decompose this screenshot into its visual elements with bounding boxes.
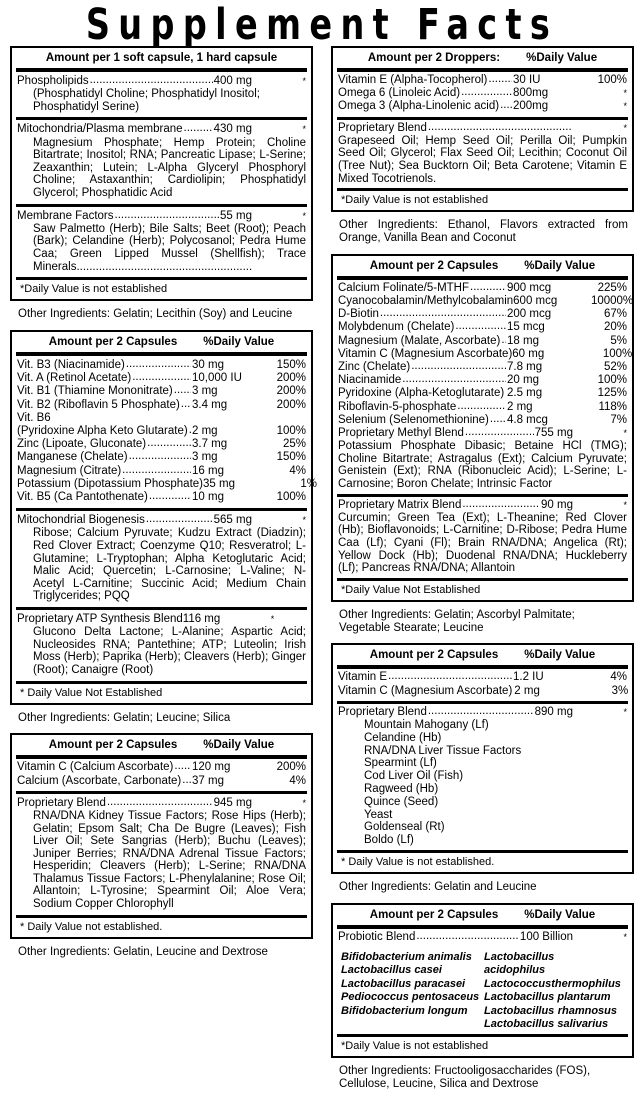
nutrient-name: Vit. B3 (Niacinamide) xyxy=(17,358,125,371)
blend-item: Mountain Mahogany (Lf) xyxy=(364,718,489,731)
leader-dots xyxy=(107,796,213,809)
leader-dots xyxy=(90,74,213,87)
panel-footnote: * Daily Value is not established. xyxy=(341,855,495,868)
daily-value: 4% xyxy=(289,774,306,787)
leader-dots xyxy=(129,450,191,463)
blend-item: RNA/DNA Liver Tissue Factors xyxy=(364,744,522,757)
panel-header-right: %Daily Value xyxy=(203,335,275,348)
blend-row xyxy=(17,613,306,626)
nutrient-amount: 120 mg xyxy=(192,761,231,774)
daily-value: 7% xyxy=(610,413,627,426)
nutrient-row xyxy=(338,321,627,334)
blend-name: Proprietary Matrix Blend xyxy=(338,498,462,511)
daily-value: 200% xyxy=(276,761,306,774)
blend-group xyxy=(12,610,311,681)
leader-dots xyxy=(174,760,191,773)
nutrient-amount: 800mg xyxy=(513,87,549,100)
nutrient-amount: 1.2 IU xyxy=(513,671,544,684)
panel-header xyxy=(333,905,632,925)
leader-dots xyxy=(184,122,213,135)
panel-header xyxy=(12,735,311,755)
strain-name: Bifidobacterium animalis xyxy=(341,950,472,963)
daily-value: * xyxy=(623,931,627,942)
nutrient-name: Selenium (Selenomethionine) xyxy=(338,413,489,426)
leader-dots xyxy=(147,437,191,450)
nutrient-amount: 30 mg xyxy=(192,358,224,371)
strain-name xyxy=(484,978,627,991)
blend-amount: 755 mg xyxy=(534,427,573,440)
nutrient-name: D-Biotin xyxy=(338,308,379,321)
left-column xyxy=(10,46,317,967)
nutrient-amount: 10,000 IU xyxy=(192,372,242,385)
nutrient-name: Zinc (Lipoate, Gluconate) xyxy=(17,438,147,451)
blend-name: Proprietary Blend xyxy=(338,705,427,718)
strain-column-left xyxy=(341,951,484,1031)
daily-value: 118% xyxy=(598,400,627,413)
daily-value: 3% xyxy=(611,684,629,697)
blend-amount: 565 mg xyxy=(213,514,252,527)
daily-value: 4% xyxy=(289,464,306,477)
other-ingredients: Other Ingredients: Gelatin and Leucine xyxy=(339,880,537,893)
blend-item: Spearmint (Lf) xyxy=(364,757,437,770)
leader-dots xyxy=(470,281,506,294)
nutrient-amount: 20 mg xyxy=(507,374,539,387)
ingredient-amount: 430 mg xyxy=(213,123,252,136)
blend-ingredients: Ribose; Calcium Pyruvate; Kudzu Extract (Diadzin); Red Clover Extract; Coenzyme Q10; Resveratrol; L-Glutamine; L-Tryptophan; Alpha Ketoglutaric Acid; Malic Acid; Quercetin; L-Carnosine; L-Valine; N-Acetyl L-Carnitine; Succinic Acid; Medium Chain Triglycerides; PQQ xyxy=(33,527,306,603)
daily-value: 52% xyxy=(603,361,627,373)
nutrient-row xyxy=(338,87,627,100)
nutrient-row xyxy=(338,374,627,387)
ingredient-group xyxy=(12,207,311,278)
blend-row xyxy=(17,797,306,810)
nutrient-name: Vitamin C (Magnesium Ascorbate) xyxy=(338,347,513,360)
nutrient-row xyxy=(338,671,627,684)
blend-row xyxy=(17,514,306,527)
daily-value: 4% xyxy=(610,671,627,684)
nutrient-name: Pyridoxine (Alpha-Ketoglutarate) xyxy=(338,387,505,400)
panel-header-right: %Daily Value xyxy=(203,739,275,752)
ingredient-row xyxy=(17,210,306,223)
panel-footnote: * Daily Value not established. xyxy=(20,920,163,933)
nutrient-amount: 2 mg xyxy=(507,400,533,413)
other-ingredients: Other Ingredients: Gelatin, Leucine and Dextrose xyxy=(18,945,268,958)
blend-amount: 116 mg xyxy=(182,612,221,625)
blend-name: Proprietary Blend xyxy=(338,121,427,134)
panel-header-left: Amount per 2 Capsules xyxy=(369,908,499,921)
ingredient-amount: 400 mg xyxy=(213,75,252,87)
leader-dots xyxy=(500,99,512,112)
panel-liver-blend xyxy=(331,643,634,874)
daily-value: * xyxy=(623,101,627,112)
leader-dots xyxy=(126,358,191,371)
other-ingredients: Other Ingredients: Gelatin; Lecithin (Soy) and Leucine xyxy=(18,308,293,321)
leader-dots xyxy=(428,705,534,718)
leader-dots xyxy=(505,386,506,399)
daily-value: 100% xyxy=(597,74,627,86)
panel-footnote: *Daily Value is not established xyxy=(341,1040,489,1053)
daily-value: 150% xyxy=(276,358,306,371)
nutrient-name: (Pyridoxine Alpha Keto Glutarate) xyxy=(17,424,188,437)
nutrient-amount: 16 mg xyxy=(192,464,224,477)
blend-item: Goldenseal (Rt) xyxy=(364,821,445,834)
nutrient-name: Vitamin E (Alpha-Tocopherol) xyxy=(338,74,488,86)
nutrient-amount: 60 mg xyxy=(512,347,545,360)
panel-header-left: Amount per 2 Droppers: xyxy=(367,52,501,64)
daily-value: 100% xyxy=(597,374,627,387)
blend-ingredients: Glucono Delta Lactone; L-Alanine; Aspartic Acid; Nucleosides RNA; Pantethine; ATP; Luteolin; Irish Moss (Herb); Paprika (Herb); Cleavers (Herb); Ginger (Root); Canaigre (Root) xyxy=(33,626,306,676)
daily-value: * xyxy=(270,613,275,624)
nutrient-row xyxy=(17,399,306,412)
nutrient-row xyxy=(17,775,306,788)
daily-value: 1% xyxy=(300,477,317,490)
blend-ingredients: Grapeseed Oil; Hemp Seed Oil; Perilla Oil; Pumpkin Seed Oil; Glycerol; Flax Seed Oil; Lecithin; Coconut Oil (Tree Nut); Sea Bucktorn Oil; Beta Carotene; Vitamin E Mixed Tocotrienols. xyxy=(338,134,627,185)
daily-value: 5% xyxy=(610,334,627,347)
ingredient-group xyxy=(12,120,311,203)
blend-item: Yeast xyxy=(364,808,393,821)
nutrient-row xyxy=(338,685,627,698)
blend-item-list xyxy=(338,719,627,847)
nutrient-name: Magnesium (Malate, Ascorbate) xyxy=(338,334,501,347)
daily-value: * xyxy=(302,76,306,86)
blend-row xyxy=(338,931,627,944)
nutrient-amount: 600 mcg xyxy=(513,294,558,307)
nutrient-amount: 37 mg xyxy=(192,774,224,787)
nutrient-table xyxy=(12,356,317,508)
strain-name: Lactobacillus plantarum xyxy=(484,991,611,1004)
leader-dots xyxy=(461,86,512,99)
panel-header-right: %Daily Value xyxy=(524,649,596,662)
blend-item: Cod Liver Oil (Fish) xyxy=(364,770,464,783)
nutrient-amount: 3.7 mg xyxy=(192,438,228,451)
blend-item: Celandine (Hb) xyxy=(364,731,442,744)
nutrient-name: Vit. B1 (Thiamine Mononitrate) xyxy=(17,385,173,398)
panel-footnote: *Daily Value Not Established xyxy=(341,583,481,596)
blend-row xyxy=(338,122,627,135)
nutrient-amount: 18 mg xyxy=(507,334,539,347)
daily-value: * xyxy=(302,797,306,808)
nutrient-name: Vit. B5 (Ca Pantothenate) xyxy=(17,490,148,503)
other-ingredients: Other Ingredients: Gelatin; Ascorbyl Palmitate; Vegetable Stearate; Leucine xyxy=(339,608,575,634)
daily-value: * xyxy=(302,210,306,221)
nutrient-amount: 200mg xyxy=(513,100,549,113)
panel-mitochondrial xyxy=(10,330,317,705)
nutrient-table xyxy=(333,72,632,117)
nutrient-name: Potassium (Dipotassium Phosphate) xyxy=(17,477,203,490)
nutrient-name: Zinc (Chelate) xyxy=(338,361,411,373)
nutrient-amount: 15 mcg xyxy=(507,321,545,334)
daily-value: * xyxy=(623,122,627,133)
blend-row xyxy=(338,427,627,440)
nutrient-name: Omega 6 (Linoleic Acid) xyxy=(338,87,461,100)
nutrient-name: Niacinamide xyxy=(338,374,402,387)
ingredient-amount: 55 mg xyxy=(220,209,252,222)
blend-ingredients: Potassium Phosphate Dibasic; Betaine HCl (TMG); Choline Bitartrate; Astragalus (Ext); Calcium Pyruvate; Genistein (Ext); RNA (Ribonucleic Acid); L-Serine; L-Carnosine; Boron Chelate; Intrinsic Factor xyxy=(338,440,627,490)
leader-dots xyxy=(455,320,506,333)
nutrient-row xyxy=(17,761,306,774)
leader-dots xyxy=(189,424,191,437)
ingredient-row xyxy=(17,75,306,88)
probiotic-strain-list xyxy=(333,947,632,1034)
daily-value: 200% xyxy=(276,398,306,411)
nutrient-row xyxy=(338,100,627,113)
leader-dots xyxy=(146,513,213,526)
blend-ingredients: RNA/DNA Kidney Tissue Factors; Rose Hips (Herb); Gelatin; Epsom Salt; Cha De Bugre (Leaves); Fish Liver Oil; Sete Sangrias (Herb); Buchu (Leaves); Juniper Berries; RNA/DNA Adrenal Tissue Factors; Hesperidin; Cleavers (Herb); L-Serine; RNA/DNA Thalamus Tissue Factors; L-Phenylalanine; Rose Oil; Allantoin; L-Tyrosine; Spearmint Oil; Aloe Vera; Sodium Copper Chlorophyll xyxy=(33,809,306,911)
blend-name: Proprietary Blend xyxy=(17,796,106,809)
nutrient-name: Molybdenum (Chelate) xyxy=(338,321,455,334)
daily-value: * xyxy=(623,706,627,717)
panel-probiotic xyxy=(331,903,634,1059)
nutrient-name: Vit. B6 xyxy=(17,411,51,424)
nutrient-name: Vit. A (Retinol Acetate) xyxy=(17,372,132,385)
blend-name: Proprietary ATP Synthesis Blend xyxy=(17,612,183,625)
leader-dots xyxy=(149,490,191,503)
nutrient-amount: 900 mcg xyxy=(507,281,552,294)
leader-dots xyxy=(462,498,540,511)
daily-value: 67% xyxy=(603,308,627,321)
nutrient-amount: 35 mg xyxy=(203,477,235,490)
leader-dots xyxy=(465,426,534,439)
daily-value: 25% xyxy=(282,438,306,451)
daily-value: 100% xyxy=(602,347,633,360)
nutrient-amount: 2 mg xyxy=(192,424,218,437)
daily-value: 20% xyxy=(603,321,627,334)
nutrient-name: Calcium Folinate/5-MTHF xyxy=(338,281,469,294)
ingredient-sublist: Saw Palmetto (Herb); Bile Salts; Beet (Root); Peach (Bark); Celandine (Herb); Polycosanol; Pedra Hume Caa; Green Lipped Mussel (Shellfish); Trace Minerals....................................................... xyxy=(33,222,306,273)
panels-container xyxy=(0,46,644,1100)
nutrient-amount: 3 mg xyxy=(192,451,218,464)
ingredient-group xyxy=(12,72,311,117)
strain-name: Lactobacillus casei xyxy=(341,964,442,977)
nutrient-name: Cyanocobalamin/Methylcobalamin xyxy=(338,294,514,307)
daily-value: 100% xyxy=(276,490,306,503)
leader-dots xyxy=(122,464,191,477)
panel-droppers xyxy=(331,46,634,212)
nutrient-amount: 200 mcg xyxy=(507,308,552,321)
nutrient-row xyxy=(338,401,627,414)
leader-dots xyxy=(411,360,506,373)
nutrient-name: Vitamin E xyxy=(338,671,388,684)
leader-dots xyxy=(174,384,191,397)
nutrient-row xyxy=(17,412,306,425)
leader-dots xyxy=(181,398,191,411)
daily-value: * xyxy=(623,499,627,510)
strain-column-right xyxy=(484,951,627,1031)
panel-header xyxy=(333,645,632,665)
leader-dots xyxy=(115,209,220,222)
blend-amount: 90 mg xyxy=(541,498,573,511)
nutrient-row xyxy=(17,372,306,385)
blend-name: Mitochondrial Biogenesis xyxy=(17,514,145,527)
other-ingredients: Other Ingredients: Fructooligosaccharides (FOS), Cellulose, Leucine, Silica and Dextrose xyxy=(339,1065,591,1091)
nutrient-amount: 3 mg xyxy=(192,385,218,398)
nutrient-amount: 30 IU xyxy=(513,74,541,86)
nutrient-name: Calcium (Ascorbate, Carbonate) xyxy=(17,774,182,787)
ingredient-row xyxy=(17,123,306,136)
panel-header xyxy=(12,332,311,352)
strain-genus: Lactobacillus xyxy=(484,1004,555,1017)
nutrient-amount: 2.5 mg xyxy=(507,387,543,400)
blend-amount: 945 mg xyxy=(213,796,252,809)
nutrient-row xyxy=(17,465,306,478)
blend-ingredients: Curcumin; Green Tea (Ext); L-Theanine; Red Clover (Hb); Bioflavonoids; L-Carnitine; D-Ribose; Pedra Hume Caa (Lf); Cyani (Fl); Brain RNA/DNA; Angelica (Rt); Yellow Dock (Hb); Duodenal RNA/DNA; Huckleberry (Lf); Pancreas RNA/DNA; Allantoin xyxy=(338,511,627,575)
panel-footnote: * Daily Value Not Established xyxy=(20,686,163,699)
leader-dots xyxy=(488,73,512,86)
nutrient-name: Vitamin C (Magnesium Ascorbate) xyxy=(338,684,513,697)
daily-value: 225% xyxy=(597,281,627,294)
strain-genus: Lactococcus xyxy=(484,977,552,990)
blend-name: Proprietary Methyl Blend xyxy=(338,427,464,440)
blend-row xyxy=(338,706,627,719)
nutrient-name: Manganese (Chelate) xyxy=(17,451,128,464)
panel-header-right: %Daily Value xyxy=(524,259,596,272)
nutrient-amount: 3.4 mg xyxy=(192,398,228,411)
nutrient-row xyxy=(338,282,627,295)
blend-item: Quince (Seed) xyxy=(364,795,439,808)
ingredient-name: Phospholipids xyxy=(17,75,89,87)
blend-group xyxy=(12,511,311,607)
daily-value: 10000% xyxy=(590,294,634,307)
ingredient-name: Mitochondria/Plasma membrane xyxy=(17,123,183,136)
strain-name: Bifidobacterium longum xyxy=(341,1004,468,1017)
other-ingredients: Other Ingredients: Gelatin; Leucine; Silica xyxy=(18,711,231,724)
daily-value: 200% xyxy=(276,385,306,398)
nutrient-amount: 4.8 mcg xyxy=(507,413,548,426)
nutrient-name: Omega 3 (Alpha-Linolenic acid) xyxy=(338,100,500,113)
leader-dots xyxy=(388,670,512,683)
strain-name: Pediococcus pentosaceus xyxy=(341,991,480,1004)
leader-dots xyxy=(490,413,506,426)
nutrient-name: Vit. B2 (Riboflavin 5 Phosphate) xyxy=(17,398,180,411)
ingredient-sublist: Magnesium Phosphate; Hemp Protein; Choline Bitartrate; Inositol; RNA; Pancreatic Lipase; L-Serine; Zeaxanthin; Lutein; L-Alpha Glyceryl Phosphoryl Choline; Astaxanthin; Cardiolipin; Phosphatidyl Glycerol; Phosphatidic Acid xyxy=(33,136,306,199)
blend-group xyxy=(333,497,632,578)
nutrient-table xyxy=(333,280,632,494)
leader-dots xyxy=(501,334,506,347)
strain-name: Lactobacillus acidophilus xyxy=(484,950,555,977)
nutrient-row xyxy=(338,335,627,348)
panel-vitamin-c xyxy=(10,733,313,938)
panel-header-right: %Daily Value xyxy=(526,52,598,64)
blend-row xyxy=(338,499,627,512)
daily-value: 125% xyxy=(597,387,627,400)
nutrient-table xyxy=(333,669,632,700)
strain-name xyxy=(484,1005,627,1018)
blend-item: Ragweed (Hb) xyxy=(364,782,439,795)
daily-value: * xyxy=(302,124,306,135)
leader-dots xyxy=(402,373,506,386)
nutrient-row xyxy=(17,385,306,398)
panel-header-left: Amount per 2 Capsules xyxy=(369,649,499,662)
daily-value: * xyxy=(623,88,627,99)
nutrient-name: Magnesium (Citrate) xyxy=(17,464,122,477)
daily-value: 200% xyxy=(276,372,306,385)
leader-dots xyxy=(428,121,572,134)
panel-methyl xyxy=(331,254,634,602)
leader-dots xyxy=(416,930,519,943)
strain-species: thermophilus xyxy=(551,977,621,990)
strain-name: Lactobacillus paracasei xyxy=(341,977,466,990)
other-ingredients: Other Ingredients: Ethanol, Flavors extracted from Orange, Vanilla Bean and Coconut xyxy=(339,219,628,244)
leader-dots xyxy=(132,371,191,384)
blend-amount: 100 Billion xyxy=(519,930,573,943)
panel-header-left: Amount per 2 Capsules xyxy=(369,259,499,272)
leader-dots xyxy=(380,307,506,320)
nutrient-name: Vitamin C (Calcium Ascorbate) xyxy=(17,761,174,774)
daily-value: * xyxy=(623,428,627,439)
nutrient-amount: 2 mg xyxy=(514,684,540,697)
blend-group xyxy=(12,794,311,915)
panel-header xyxy=(333,256,632,276)
panel-header: Amount per 1 soft capsule, 1 hard capsule xyxy=(45,52,278,64)
panel-header-left: Amount per 2 Capsules xyxy=(48,335,178,348)
panel-header-right: %Daily Value xyxy=(524,908,596,921)
blend-name: Probiotic Blend xyxy=(338,930,416,943)
nutrient-amount: 10 mg xyxy=(192,490,224,503)
page-title: Supplement Facts xyxy=(85,1,559,50)
ingredient-name: Membrane Factors xyxy=(17,209,114,222)
ingredient-sublist: (Phosphatidyl Choline; Phosphatidyl Inositol; Phosphatidyl Serine) xyxy=(33,88,260,113)
blend-item: Boldo (Lf) xyxy=(364,834,414,847)
blend-amount: 890 mg xyxy=(534,705,573,718)
nutrient-amount: 7.8 mg xyxy=(507,361,543,373)
blend-group xyxy=(333,929,632,947)
blend-group xyxy=(333,704,632,850)
strain-name: Lactobacillus salivarius xyxy=(484,1017,609,1030)
right-column xyxy=(331,46,634,1100)
panel-footnote: *Daily Value is not established xyxy=(341,194,489,207)
leader-dots xyxy=(182,774,191,787)
leader-dots xyxy=(457,400,506,413)
nutrient-name: Riboflavin-5-phosphate xyxy=(338,400,457,413)
panel-header-left: Amount per 2 Capsules xyxy=(48,739,178,752)
strain-species: rhamnosus xyxy=(557,1004,617,1017)
panel-soft-hard-capsule xyxy=(10,46,313,301)
daily-value: 100% xyxy=(276,424,306,437)
daily-value: * xyxy=(302,515,306,526)
daily-value: 150% xyxy=(276,451,306,464)
nutrient-table xyxy=(12,759,311,790)
nutrient-row xyxy=(17,491,306,504)
blend-group xyxy=(333,120,632,189)
panel-footnote: *Daily Value is not established xyxy=(20,283,168,296)
